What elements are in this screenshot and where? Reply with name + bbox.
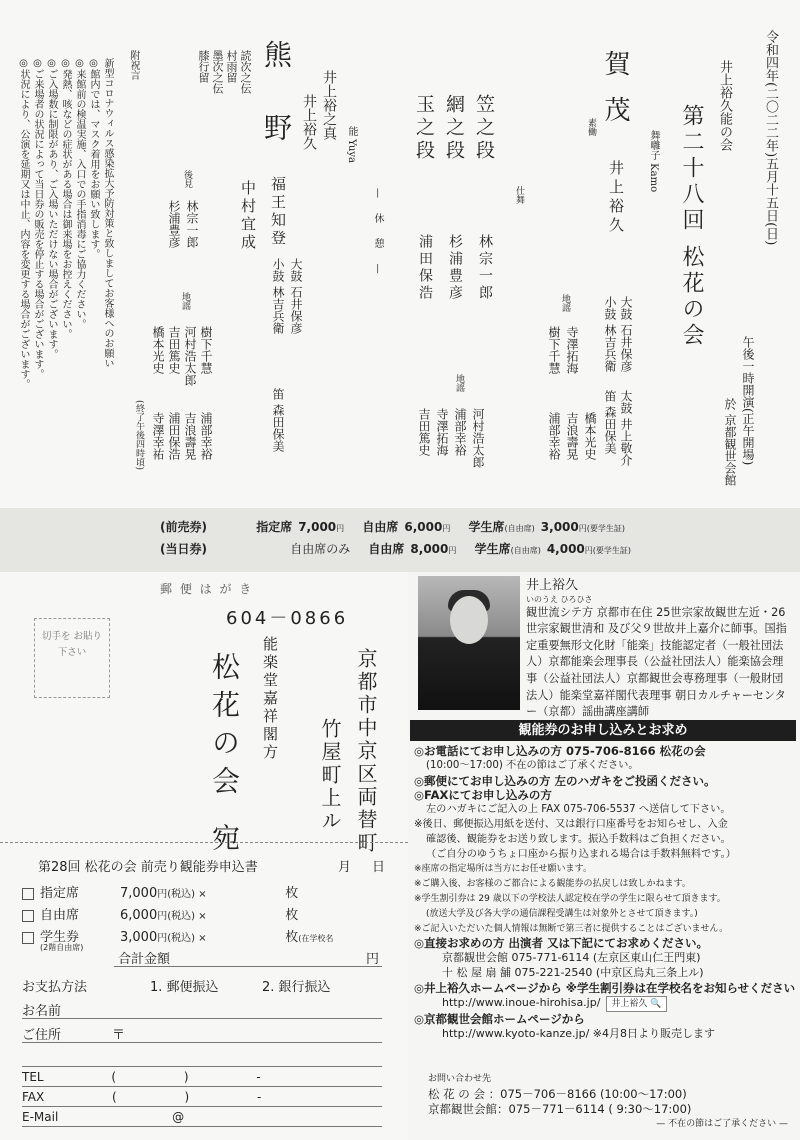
door-free-price: 8,000 <box>410 542 449 556</box>
shimai-1-player: 林宗一郎 <box>477 234 493 302</box>
performer-photo <box>418 576 520 710</box>
performer-bio <box>526 578 794 721</box>
inoue-url-link[interactable]: http://www.inoue-hirohisa.jp/ <box>442 995 601 1009</box>
notice-line-6: ◎ご来場者の状況によって当日券の販売を停止する場合がございます。 <box>32 58 43 379</box>
address-line-1: 京都市中京区両替町 <box>354 648 378 855</box>
kamo-shite: 井上裕久 <box>607 160 625 236</box>
yuya-koken-1: 林宗一郎 <box>185 200 199 248</box>
shimai-ji-1: 河村浩太郎 <box>471 408 485 468</box>
yuya-waki: 福王知登 <box>269 176 287 248</box>
notice-line-2: ◎館内では、マスク着用をお願い致します。 <box>88 58 99 259</box>
yuya-title: 熊 野 <box>260 40 293 159</box>
kamo-jiutai-label: 地謡 <box>560 294 570 312</box>
yuya-otsuzumi: 大鼓 石井保彦 <box>289 258 303 334</box>
order-fax-detail: 左のハガキにご記入の上 FAX 075-706-5537 へ送信して下さい。 <box>426 804 731 816</box>
form-day: 日 <box>372 860 386 875</box>
shimai-2-player: 杉浦豊彦 <box>447 234 463 302</box>
zip-mark: 〒 <box>112 1028 126 1043</box>
kamo-ji-5: 浦部幸裕 <box>547 412 561 460</box>
form-row-free[interactable]: 自由席 6,000円(税込) × 枚 <box>22 904 298 923</box>
event-title: 第二十八回 松花の会 <box>679 104 704 349</box>
order-info <box>414 744 798 1042</box>
yuya-ai: 中村宜成 <box>239 180 257 252</box>
yuya-kogaki-3: 墨次之伝 <box>211 50 224 94</box>
advance-ticket-row: (前売券) 指定席 7,000円 自由席 6,000円 学生席(自由席) 3,000円(要学生証) <box>160 520 626 534</box>
order-phone: ◎お電話にてお申し込みの方 075-706-8166 松花の会 <box>414 744 706 758</box>
door-student-price: 4,000 <box>546 542 585 556</box>
shimai-jiutai-label: 地謡 <box>454 374 464 392</box>
kamo-kotsuzumi: 小鼓 林吉兵衛 <box>603 296 617 372</box>
event-date: 令和四年(二〇二二年)五月十五日(日) <box>763 30 778 246</box>
order-fax: ◎FAXにてお申し込みの方 <box>414 788 552 803</box>
form-row-reserved[interactable]: 指定席 7,000円(税込) × 枚 <box>22 882 298 901</box>
address-line-2: 竹屋町上ル <box>318 718 342 833</box>
performer-kana: いのうえ ひろひさ <box>526 594 593 604</box>
yuya-tsure: 井上裕久 <box>301 94 317 150</box>
notice-line-3: ◎来館前の検温実施、入口での手指消毒にご協力ください。 <box>74 58 85 329</box>
shimai-1-title: 笠之段 <box>473 94 495 163</box>
yuya-ji-2: 河村浩太郎 <box>183 326 197 386</box>
contact-title: お問い合わせ先 <box>428 1074 492 1084</box>
advance-reserved-price: 7,000 <box>298 520 337 534</box>
shimai-ji-3: 寺澤拓海 <box>435 408 449 456</box>
kamo-ji-4: 吉浪壽晃 <box>565 412 579 460</box>
order-note-4b: (放送大学及び各大学の通信課程受講生は対象外とさせて頂きます。) <box>426 908 698 919</box>
name-label: お名前 <box>22 1004 62 1019</box>
address-label: ご住所 <box>22 1028 62 1043</box>
yuya-kotsuzumi: 小鼓 林吉兵衛 <box>271 258 285 334</box>
yuya-ji-8: 寺澤幸祐 <box>151 412 165 460</box>
search-box[interactable]: 井上裕久 🔍 <box>606 996 666 1013</box>
order-phone-hours: (10:00～17:00) 不在の節はご了承ください。 <box>426 759 639 771</box>
door-free-label: 自由席 <box>368 542 405 556</box>
advance-student-price: 3,000 <box>540 520 579 534</box>
yuya-genre: 能 Yuya <box>346 126 357 163</box>
order-note-1c: （ご自分のゆうちょ口座から振り込まれる場合は手数料無料です。） <box>426 848 736 860</box>
performer-profile: 観世流シテ方 京都市在住 25世宗家故観世左近・26世宗家観世清和 及び父９世故井上嘉介に師事。国指定重要無形文化財「能楽」技能認定者（一般社団法人）京都能楽会理事長（公益社団法人）能楽協会理事（公益社団法人）京都観世会専務理事（一般財団法人）能楽堂嘉祥閣代表理事 朝日カルチャーセンター（京都）謡曲講座講師 <box>526 605 787 719</box>
door-free-only: 自由席のみ <box>290 542 351 556</box>
yuya-fue: 笛 森田保美 <box>271 388 285 452</box>
door-ticket-row: (当日券) 自由席のみ 自由席 8,000円 学生席(自由席) 4,000円(要学生証) <box>160 542 632 556</box>
order-jumatsuya: 十 松 屋 扇 舗 075-221-2540 (中京区烏丸三条上ル) <box>442 965 704 979</box>
kamo-title: 賀 茂 <box>600 50 630 129</box>
yuya-ji-5: 浦部幸裕 <box>199 412 213 460</box>
form-row-student[interactable]: 学生券 3,000円(税込) × 枚(在学校名 <box>22 926 333 945</box>
kamo-taiko: 太鼓 井上敬介 <box>619 390 633 466</box>
program-section <box>0 0 800 508</box>
yuya-end-time: (終了午後四時頃) <box>134 400 144 471</box>
total-label: 合計金額 <box>118 952 171 967</box>
contact-shoka: 松 花 の 会 ：075－706－8166 (10:00～17:00) <box>428 1087 687 1101</box>
cut-line <box>0 842 408 843</box>
notice-line-4: ◎発熱、咳などの症状がある場合は御来場をお控えください。 <box>60 58 71 339</box>
advance-reserved-label: 指定席 <box>256 520 293 534</box>
order-note-1: ※後日、郵便振込用紙を送付、又は銀行口座番号をお知らせし、入金 <box>414 818 728 830</box>
email-field[interactable]: E-Mail @ <box>22 1110 185 1124</box>
yuya-koken-label: 後見 <box>182 170 192 188</box>
recipient-name: 松花の会 宛 <box>208 652 241 861</box>
postcard-title: 郵 便 は が き <box>160 582 254 596</box>
total-yen: 円 <box>366 952 380 967</box>
event-time: 午後一時開演(正午開場) <box>741 336 755 466</box>
yuya-ji-7: 浦田保浩 <box>167 412 181 460</box>
order-note-2: ※座席の指定場所は当方にお任せ願います。 <box>414 864 592 875</box>
notice-line-7: ◎状況により、公演を延期又は中止、内容を変更する場合がございます。 <box>18 58 29 389</box>
yuya-kogaki-4: 膝行留 <box>197 50 210 83</box>
payment-label: お支払方法 <box>22 980 88 995</box>
search-icon: 🔍 <box>650 998 662 1009</box>
yuya-jiutai-label: 地謡 <box>180 292 190 310</box>
advance-student-label: 学生席 <box>468 520 505 534</box>
postal-code: 604－0866 <box>226 608 349 629</box>
yuya-ji-3: 吉田篤史 <box>167 326 181 374</box>
order-hp-inoue: ◎井上裕久ホームページから ※学生割引券は在学校名をお知らせください <box>414 980 796 995</box>
advance-free-label: 自由席 <box>362 520 399 534</box>
payment-option-postal[interactable]: 1. 郵便振込 <box>150 980 219 995</box>
order-note-3: ※ご購入後、お客様のご都合による観能券の払戻しは致しかねます。 <box>414 879 691 890</box>
form-title: 第28回 松花の会 前売り観能券申込書 <box>38 860 258 875</box>
stamp-box <box>34 618 110 698</box>
ticket-price-band <box>0 508 800 572</box>
yuya-shite: 井上裕之真 <box>321 70 337 140</box>
kamo-ji-3: 橋本光史 <box>583 412 597 460</box>
organizer: 井上裕久能の会 <box>717 60 732 151</box>
free-checkbox[interactable] <box>22 910 34 922</box>
advance-free-price: 6,000 <box>404 520 443 534</box>
reserved-checkbox[interactable] <box>22 888 34 900</box>
yuya-koken-2: 杉浦豊彦 <box>167 200 181 248</box>
shimai-ji-2: 浦部幸裕 <box>453 408 467 456</box>
yuya-ji-1: 樹下千慧 <box>199 326 213 374</box>
inoue-url-row <box>414 996 798 1013</box>
order-note-4: ※学生割引券は 29 歳以下の学校法人認定校在学の学生に限らせて頂きます。 <box>414 893 726 904</box>
contact-block <box>428 1072 788 1132</box>
kamo-ji-1: 寺澤拓海 <box>565 326 579 374</box>
door-label: (当日券) <box>160 542 207 556</box>
contact-kanze: 京都観世会館：075－771－6114 ( 9:30～17:00) <box>428 1102 692 1116</box>
contact-note: — 不在の節はご了承ください — <box>656 1119 788 1129</box>
yuya-ji-6: 吉浪壽晃 <box>183 412 197 460</box>
yuya-kogaki-1: 読次之伝 <box>239 50 252 94</box>
kamo-genre: 舞囃子 Kamo <box>648 130 659 193</box>
kamo-kogaki: 素働 <box>586 118 596 136</box>
student-checkbox[interactable] <box>22 932 34 944</box>
event-venue: 於 京都観世会館 <box>723 398 737 486</box>
shimai-ji-4: 吉田篤史 <box>417 408 431 456</box>
form-month: 月 <box>338 860 352 875</box>
notice-line-1: 新型コロナウィルス感染拡大予防対策と致しましてお客様へのお願い <box>102 58 113 368</box>
kamo-otsuzumi: 大鼓 石井保彦 <box>619 296 633 372</box>
order-heading: 観能券のお申し込みとお求め <box>410 720 796 741</box>
order-kanze: 京都観世会館 075-771-6114 (左京区東山仁王門東) <box>442 951 701 965</box>
payment-option-bank[interactable]: 2. 銀行振込 <box>262 980 331 995</box>
yuya-kogaki-2: 村雨留 <box>225 50 238 83</box>
notice-line-5: ◎ご入場数に制限があり、ご入場いただけない場合がございます。 <box>46 58 57 359</box>
yuya-ji-4: 橋本光史 <box>151 326 165 374</box>
shimai-3-player: 浦田保浩 <box>417 234 433 302</box>
order-note-5: ※ご記入いただいた個人情報は無断で第三者に提供することはございません。 <box>414 923 729 934</box>
recipient-sub: 能楽堂嘉祥閣方 <box>261 636 279 762</box>
order-direct: ◎直接お求めの方 出演者 又は下記にてお求めください。 <box>414 936 709 951</box>
door-student-label: 学生席 <box>474 542 511 556</box>
kamo-fue: 笛 森田保美 <box>603 390 617 454</box>
tel-field[interactable]: TEL ( ) ‐ <box>22 1070 261 1084</box>
performer-name: 井上裕久 <box>526 578 579 593</box>
shugen-label: 附祝言 <box>128 50 139 80</box>
shimai-label: 仕舞 <box>514 186 524 204</box>
shimai-2-title: 網之段 <box>443 94 465 163</box>
kamo-ji-2: 樹下千慧 <box>547 326 561 374</box>
stamp-text: 切手を お貼り 下さい <box>41 631 103 658</box>
order-mail: ◎郵便にてお申し込みの方 左のハガキをご投函ください。 <box>414 773 716 788</box>
kanze-url-link[interactable]: http://www.kyoto-kanze.jp/ ※4月8日より販売します <box>442 1027 715 1041</box>
student-note: (2階自由席) <box>40 943 84 952</box>
intermission: — 休 憩 — <box>372 188 383 280</box>
shimai-3-title: 玉之段 <box>413 94 435 163</box>
advance-label: (前売券) <box>160 520 207 534</box>
fax-field[interactable]: FAX ( ) ‐ <box>22 1090 262 1104</box>
order-hp-kanze: ◎京都観世会館ホームページから <box>414 1012 585 1027</box>
order-note-1b: 確認後、観能券をお送り致します。振込手数料はご負担ください。 <box>426 833 731 845</box>
